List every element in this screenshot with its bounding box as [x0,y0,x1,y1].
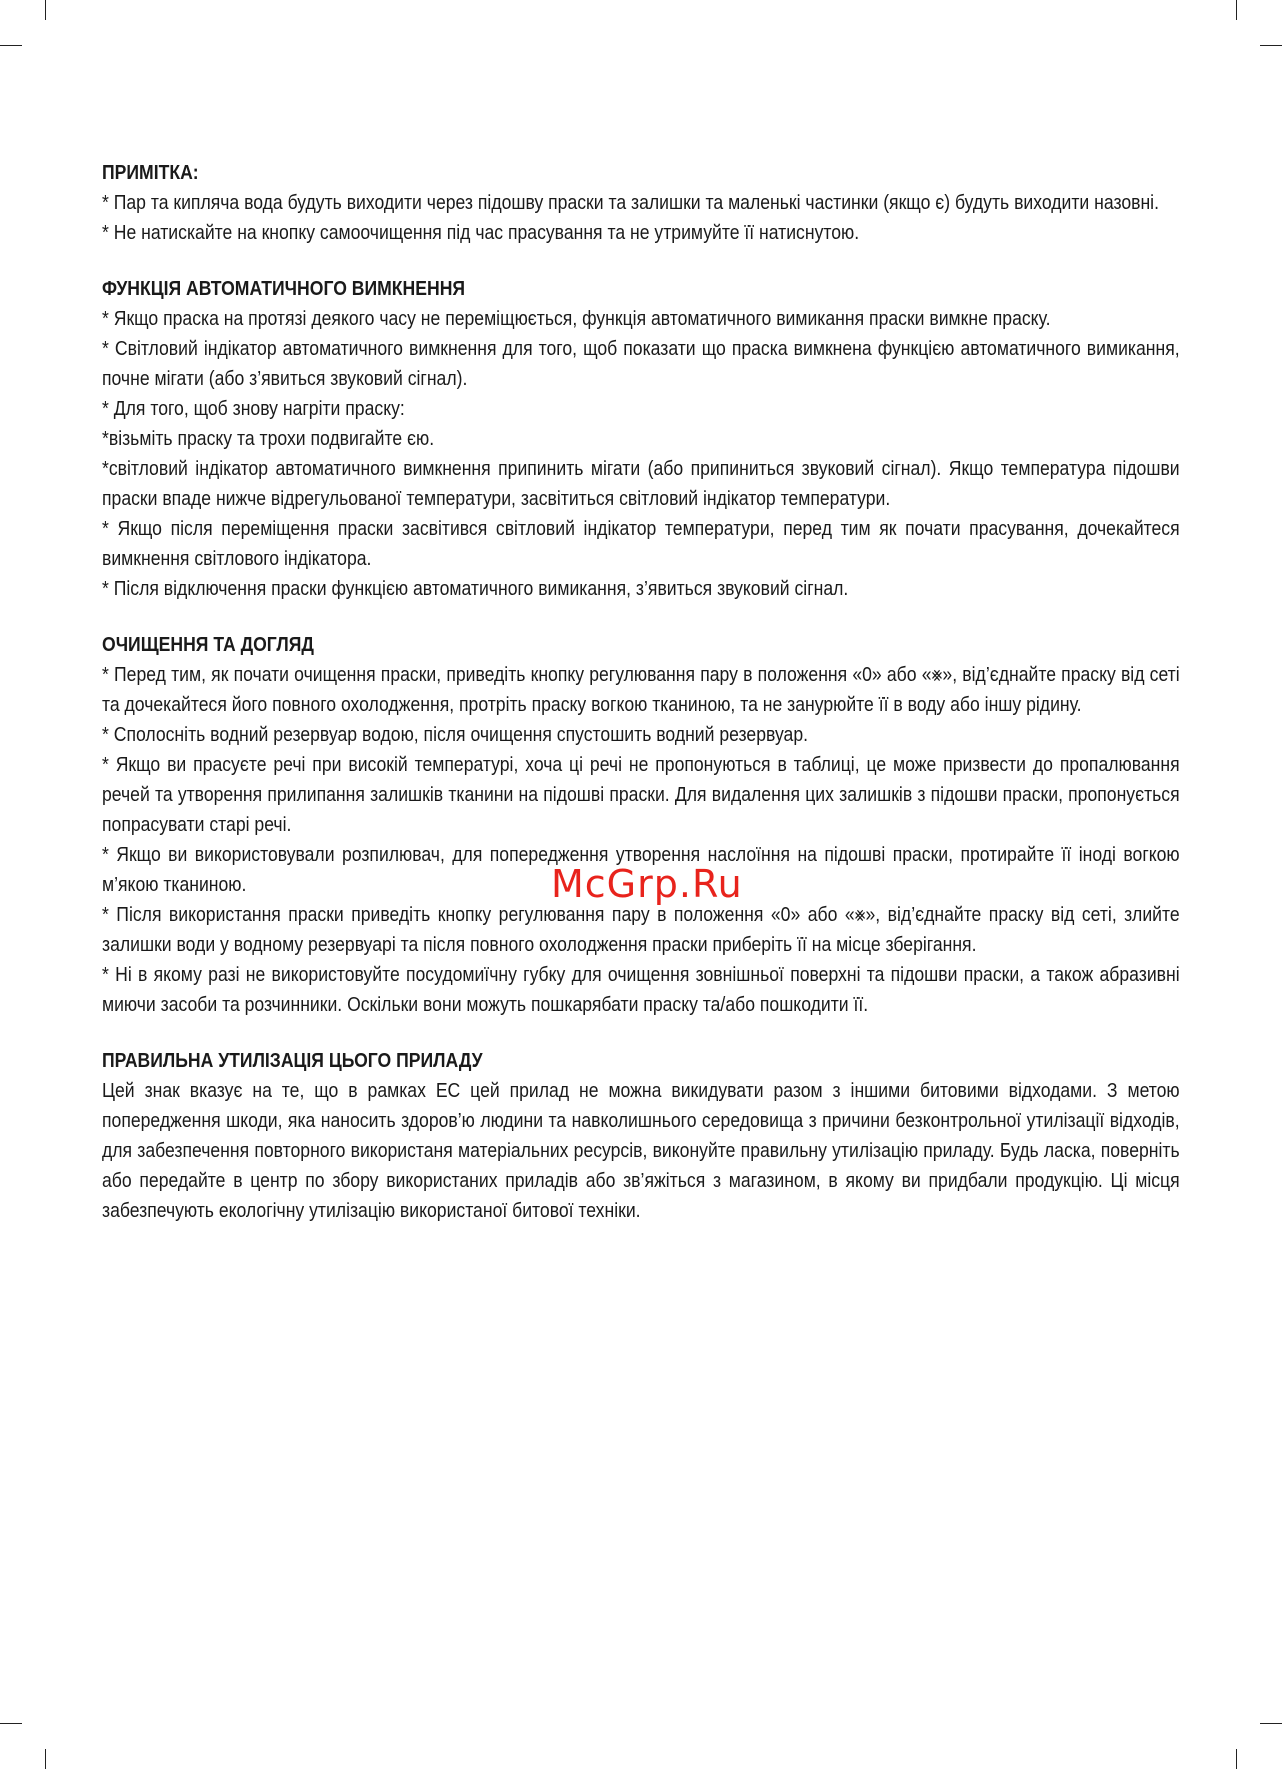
paragraph: * Перед тим, як почати очищення праски, приведіть кнопку регулювання пару в положення «0» або «⨳», від’єднайте праску від сеті та дочекайтеся його повного охолодження, протріть праску вогкою тканиною, та не занурюйте її в воду або іншу рідину. [102,664,1180,716]
crop-mark-bottom-left-v [45,1749,46,1769]
watermark: McGrp.Ru [551,862,743,906]
section-heading: ФУНКЦІЯ АВТОМАТИЧНОГО ВИМКНЕННЯ [102,278,466,300]
paragraph: * Не натискайте на кнопку самоочищення під час прасування та не утримуйте її натиснутою. [102,222,860,244]
paragraph: * Світловий індікатор автоматичного вимкнення для того, щоб показати що праска вимкнена функцією автоматичного вимикання, почне мігати (або з’явиться звуковий сігнал). [102,338,1180,390]
crop-mark-top-right-v [1236,0,1237,20]
paragraph: * Після використання праски приведіть кнопку регулювання пару в положення «0» або «⨳», від’єднайте праску від сеті, злийте залишки води у водному резервуарі та після повного охолодження праски приберіть її на місце зберігання. [102,904,1180,956]
paragraph: * Якщо ви прасуєте речі при високій температурі, хоча ці речі не пропонуються в таблиці, це може призвести до пропалювання речей та утворення прилипання залишків тканини на підошві праски. Для видалення цих залишків з підошви праски, пропонується попрасувати старі речі. [102,754,1180,836]
crop-mark-top-left-v [45,0,46,20]
paragraph: * Якщо після переміщення праски засвітився світловий індікатор температури, перед тим як почати прасування, дочекайтеся вимкнення світлового індікатора. [102,518,1180,570]
section-auto-off [102,274,1180,604]
crop-mark-top-right-h [1260,45,1282,46]
paragraph: * Пар та кипляча вода будуть виходити через підошву праски та залишки та маленькі частинки (якщо є) будуть виходити назовні. [102,192,1159,214]
paragraph: * Ні в якому разі не використовуйте посудомиїчну губку для очищення зовнішньої поверхні та підошви праски, а також абразивні миючи засоби та розчинники. Оскільки вони можуть пошкарябати праску та/або пошкодити її. [102,964,1180,1016]
section-cleaning [102,630,1180,1020]
section-disposal [102,1046,1180,1226]
paragraph: * Якщо праска на протязі деякого часу не переміщюється, функція автоматичного вимикання праски вимкне праску. [102,308,1051,330]
crop-mark-top-left-h [0,45,22,46]
paragraph: * Після відключення праски функцією автоматичного вимикання, з’явиться звуковий сігнал. [102,578,849,600]
crop-mark-bottom-left-h [0,1723,22,1724]
document-body [102,158,1180,1252]
paragraph: * Сполосніть водний резервуар водою, після очищення спустошить водний резервуар. [102,724,809,746]
crop-mark-bottom-right-h [1260,1723,1282,1724]
section-heading: ПРАВИЛЬНА УТИЛІЗАЦІЯ ЦЬОГО ПРИЛАДУ [102,1050,483,1072]
section-heading: ПРИМІТКА: [102,162,199,184]
paragraph: * Для того, щоб знову нагріти праску: [102,398,405,420]
crop-mark-bottom-right-v [1236,1749,1237,1769]
section-note [102,158,1180,248]
section-heading: ОЧИЩЕННЯ ТА ДОГЛЯД [102,634,314,656]
paragraph: Цей знак вказує на те, що в рамках ЕС цей прилад не можна викидувати разом з іншими битовими відходами. З метою попередження шкоди, яка наносить здоров’ю людини та навколишнього середовища з причини безконтрольної утилізації відходів, для забезпечення повторного використаня матеріальних ресурсів, виконуйте правильну утилізацію приладу. Будь ласка, поверніть або передайте в центр по збору використаних приладів або зв’яжіться з магазином, в якому ви придбали продукцію. Ці місця забезпечують екологічну утилізацію використаної битової техніки. [102,1080,1180,1222]
paragraph: * Якщо ви використовували розпилювач, для попередження утворення наслоїння на підошві праски, протирайте її іноді вогкою м’якою тканиною. [102,844,1180,896]
paragraph: *візьміть праску та трохи подвигайте єю. [102,428,435,450]
paragraph: *світловий індікатор автоматичного вимкнення припинить мігати (або припиниться звуковий сігнал). Якщо температура підошви праски впаде нижче відрегульованої температури, засвітиться світловий індікатор температури. [102,458,1180,510]
